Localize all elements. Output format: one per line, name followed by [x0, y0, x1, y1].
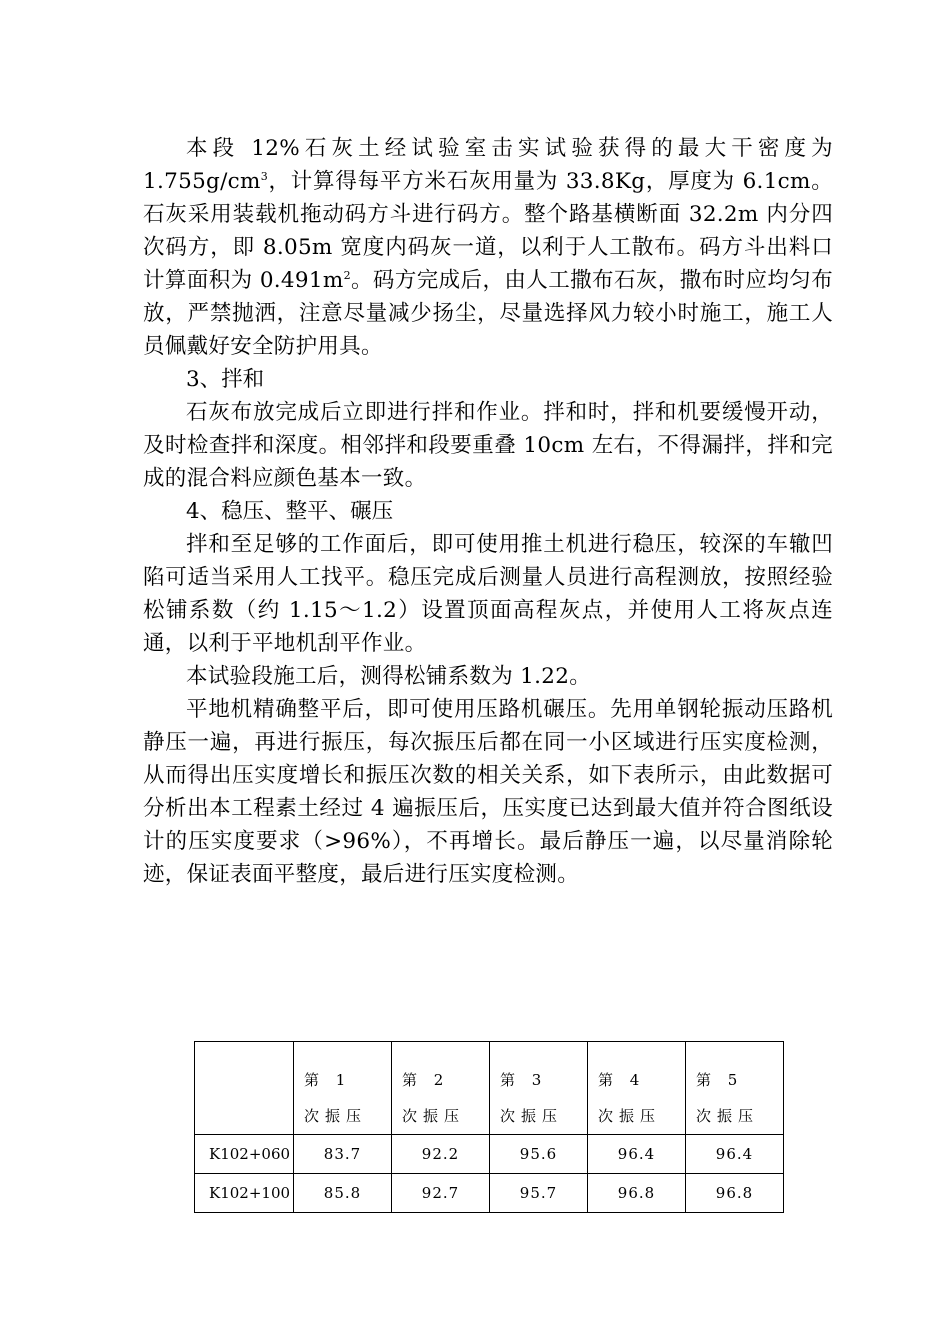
paragraph-leveling: 拌和至足够的工作面后，即可使用推土机进行稳压，较深的车辙凹陷可适当采用人工找平。稳压完成后测量人员进行高程测放，按照经验松铺系数（约 1.15～1.2）设置顶面高程灰点，并使用人工将灰点连通，以利于平地机刮平作业。	[143, 532, 833, 656]
compaction-table-wrapper	[194, 1041, 784, 1213]
table-row	[195, 1174, 784, 1213]
section-heading-compaction: 4、稳压、整平、碾压	[186, 499, 394, 524]
superscript: 3	[260, 169, 268, 183]
table-cell: 96.4	[686, 1135, 784, 1174]
table-header-cell: 第 4 次振压	[588, 1042, 686, 1135]
table-cell: 96.8	[588, 1174, 686, 1213]
compaction-table	[194, 1041, 784, 1213]
table-header-cell: 第 1 次振压	[294, 1042, 392, 1135]
table-cell: 92.7	[392, 1174, 490, 1213]
paragraph-text: 。码方完成后，由人工撒布石灰，撒布时应均匀布放，严禁抛洒，注意尽量减少扬尘，尽量选择风力较小时施工，施工人员佩戴好安全防护用具。	[143, 268, 833, 359]
table-cell: 85.8	[294, 1174, 392, 1213]
section-heading-mixing: 3、拌和	[186, 367, 265, 392]
table-cell: 95.7	[490, 1174, 588, 1213]
table-cell: 95.6	[490, 1135, 588, 1174]
table-header-cell: 第 3 次振压	[490, 1042, 588, 1135]
table-cell: 96.4	[588, 1135, 686, 1174]
table-header-row	[195, 1042, 784, 1135]
table-header-cell: 第 5 次振压	[686, 1042, 784, 1135]
table-cell: 92.2	[392, 1135, 490, 1174]
paragraph-loose-coefficient: 本试验段施工后，测得松铺系数为 1.22。	[186, 664, 592, 689]
paragraph-text: 本段 12%石灰土经试验室击实试验获得的最大干密度为 1.755g/cm	[143, 136, 833, 194]
table-row	[195, 1135, 784, 1174]
paragraph-rolling: 平地机精确整平后，即可使用压路机碾压。先用单钢轮振动压路机静压一遍，再进行振压，每次振压后都在同一小区域进行压实度检测，从而得出压实度增长和振压次数的相关关系，如下表所示，由此数据可分析出本工程素土经过 4 遍振压后，压实度已达到最大值并符合图纸设计的压实度要求（>96%），不再增长。最后静压一遍，以尽量消除轮迹，保证表面平整度，最后进行压实度检测。	[143, 697, 833, 887]
paragraph-lime-spreading	[143, 132, 833, 363]
superscript: 2	[343, 268, 351, 282]
table-cell: 83.7	[294, 1135, 392, 1174]
table-corner-cell	[195, 1042, 294, 1135]
paragraph-text: ，计算得每平方米石灰用量为 33.8Kg，厚度为 6.1cm。石灰采用装载机拖动码方斗进行码方。整个路基横断面 32.2m 内分四次码方，即 8.05m 宽度内码灰一道，以利于人工散布。码方斗出料口计算面积为 0.491m	[143, 169, 833, 293]
table-cell: 96.8	[686, 1174, 784, 1213]
document-body	[143, 132, 833, 891]
table-row-label: K102+060	[195, 1135, 294, 1174]
table-row-label: K102+100	[195, 1174, 294, 1213]
paragraph-mixing: 石灰布放完成后立即进行拌和作业。拌和时，拌和机要缓慢开动，及时检查拌和深度。相邻拌和段要重叠 10cm 左右，不得漏拌，拌和完成的混合料应颜色基本一致。	[143, 400, 833, 491]
table-header-cell: 第 2 次振压	[392, 1042, 490, 1135]
